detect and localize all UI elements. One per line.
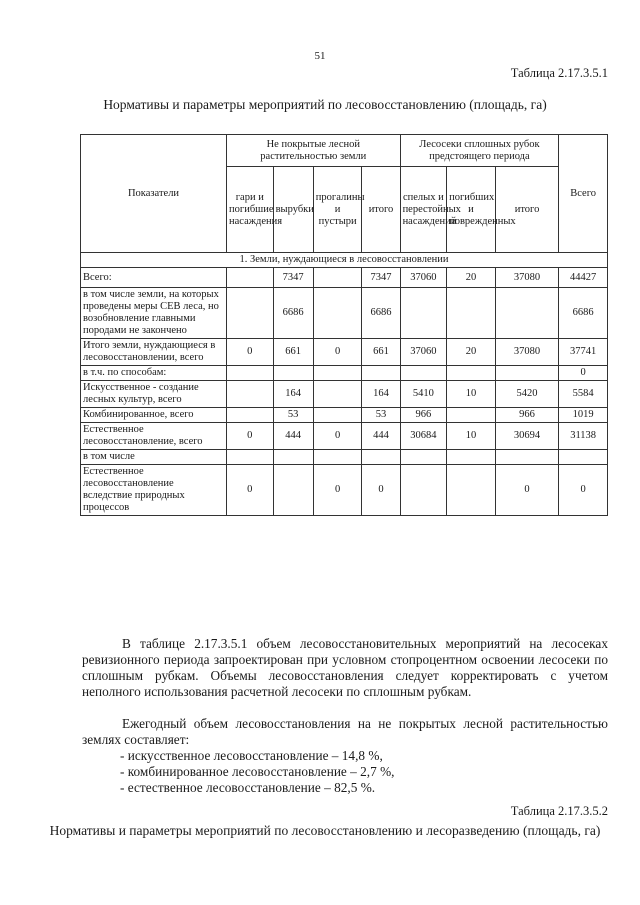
table-row — [81, 381, 608, 408]
table-cell — [495, 450, 558, 465]
table-cell — [447, 465, 496, 516]
table-cell: 20 — [447, 339, 496, 366]
table-cell — [400, 465, 447, 516]
body-paragraph: В таблице 2.17.3.5.1 объем лесовосстановительных мероприятий на лесосеках ревизионного периода запроектирован при условном стопроцентном освоении лесосеки по сплошным рубкам. Объемы лесовосстановления следует корректировать с учетом неполного использования расчетной лесосеки по сплошным рубкам. — [82, 636, 608, 699]
table-cell — [313, 450, 362, 465]
reforestation-table — [80, 134, 608, 516]
table-cell: 0 — [362, 465, 400, 516]
table-cell: 0 — [227, 423, 274, 450]
table-title: Нормативы и параметры мероприятий по лесовосстановлению и лесоразведению (площадь, га) — [49, 823, 601, 838]
table-cell — [400, 366, 447, 381]
header-clearings: вырубки — [273, 167, 313, 253]
table-cell: 966 — [495, 408, 558, 423]
table-cell — [495, 288, 558, 339]
table-cell — [362, 450, 400, 465]
table-cell: 661 — [362, 339, 400, 366]
table-cell — [400, 450, 447, 465]
table-cell: 1019 — [559, 408, 608, 423]
table-row — [81, 465, 608, 516]
table-cell — [227, 450, 274, 465]
table-cell — [273, 465, 313, 516]
table-cell: 444 — [362, 423, 400, 450]
table-cell: 37060 — [400, 268, 447, 288]
table-cell: 5420 — [495, 381, 558, 408]
table-row — [81, 366, 608, 381]
table-row — [81, 288, 608, 339]
row-label: в т.ч. по способам: — [81, 366, 227, 381]
list-item: - естественное лесовосстановление – 82,5 %. — [120, 780, 376, 795]
section-title: 1. Земли, нуждающиеся в лесовосстановлении — [81, 253, 608, 268]
header-subtotal-2: итого — [495, 167, 558, 253]
table-cell — [227, 366, 274, 381]
table-cell — [447, 366, 496, 381]
table-cell — [227, 288, 274, 339]
row-label: Искусственное - создание лесных культур, всего — [81, 381, 227, 408]
table-cell: 5584 — [559, 381, 608, 408]
table-cell: 164 — [362, 381, 400, 408]
table-caption: Таблица 2.17.3.5.1 — [510, 66, 608, 80]
table-cell — [313, 381, 362, 408]
table-cell: 0 — [313, 339, 362, 366]
list-item: - искусственное лесовосстановление – 14,8 %, — [120, 748, 383, 763]
table-cell: 30684 — [400, 423, 447, 450]
header-group-cutting-areas: Лесосеки сплошных рубок предстоящего периода — [400, 135, 559, 167]
table-cell — [227, 408, 274, 423]
table-cell: 0 — [495, 465, 558, 516]
table-cell — [227, 268, 274, 288]
table-cell — [559, 450, 608, 465]
table-row — [81, 450, 608, 465]
row-label: Итого земли, нуждающиеся в лесовосстановлении, всего — [81, 339, 227, 366]
table-cell: 20 — [447, 268, 496, 288]
table-cell: 444 — [273, 423, 313, 450]
header-indicators: Показатели — [81, 135, 227, 253]
body-paragraph: Ежегодный объем лесовосстановления на не покрытых лесной растительностью землях составляет: — [82, 716, 608, 747]
table-row — [81, 339, 608, 366]
table-cell: 53 — [273, 408, 313, 423]
header-dead-damaged: погибших и поврежденных — [447, 167, 496, 253]
table-cell: 6686 — [559, 288, 608, 339]
row-label: Всего: — [81, 268, 227, 288]
table-cell — [273, 450, 313, 465]
table-cell: 10 — [447, 423, 496, 450]
table-cell — [447, 288, 496, 339]
table-cell — [313, 408, 362, 423]
table-row — [81, 408, 608, 423]
table-cell: 31138 — [559, 423, 608, 450]
table-cell: 44427 — [559, 268, 608, 288]
table-cell — [447, 408, 496, 423]
header-glades-wastelands: прогалины и пустыри — [313, 167, 362, 253]
table-cell — [313, 366, 362, 381]
table-cell: 661 — [273, 339, 313, 366]
row-label: Естественное лесовосстановление, всего — [81, 423, 227, 450]
row-label: в том числе — [81, 450, 227, 465]
table-cell — [447, 450, 496, 465]
table-cell: 0 — [559, 465, 608, 516]
table-title: Нормативы и параметры мероприятий по лесовосстановлению (площадь, га) — [103, 97, 547, 112]
header-mature-stands: спелых и перестойных насаждений — [400, 167, 447, 253]
table-caption: Таблица 2.17.3.5.2 — [510, 804, 608, 818]
table-cell: 0 — [227, 339, 274, 366]
table-cell: 6686 — [362, 288, 400, 339]
header-group-uncovered-lands: Не покрытые лесной растительностью земли — [227, 135, 401, 167]
table-cell: 7347 — [362, 268, 400, 288]
table-cell: 0 — [313, 423, 362, 450]
table-cell: 37741 — [559, 339, 608, 366]
table-row — [81, 423, 608, 450]
table-cell — [273, 366, 313, 381]
header-burned-dead-stands: гари и погибшие насаждения — [227, 167, 274, 253]
table-cell — [313, 268, 362, 288]
header-subtotal-1: итого — [362, 167, 400, 253]
table-cell: 7347 — [273, 268, 313, 288]
table-cell: 0 — [227, 465, 274, 516]
table-cell: 966 — [400, 408, 447, 423]
table-cell: 0 — [313, 465, 362, 516]
table-cell: 53 — [362, 408, 400, 423]
table-cell: 0 — [559, 366, 608, 381]
table-cell — [400, 288, 447, 339]
table-cell: 6686 — [273, 288, 313, 339]
table-cell — [495, 366, 558, 381]
table-cell: 164 — [273, 381, 313, 408]
table-cell: 5410 — [400, 381, 447, 408]
page-number: 51 — [314, 50, 326, 62]
table-cell: 30694 — [495, 423, 558, 450]
table-cell: 37080 — [495, 268, 558, 288]
table-cell — [362, 366, 400, 381]
table-row — [81, 268, 608, 288]
table-cell: 37060 — [400, 339, 447, 366]
percentage-list — [120, 748, 394, 796]
row-label: Комбинированное, всего — [81, 408, 227, 423]
header-total: Всего — [559, 135, 608, 253]
table-cell: 37080 — [495, 339, 558, 366]
table-cell — [313, 288, 362, 339]
row-label: Естественное лесовосстановление вследствие природных процессов — [81, 465, 227, 516]
row-label: в том числе земли, на которых проведены меры СЕВ леса, но возобновление главными породами не закончено — [81, 288, 227, 339]
table-cell: 10 — [447, 381, 496, 408]
table-cell — [227, 381, 274, 408]
list-item: - комбинированное лесовосстановление – 2,7 %, — [120, 764, 395, 779]
